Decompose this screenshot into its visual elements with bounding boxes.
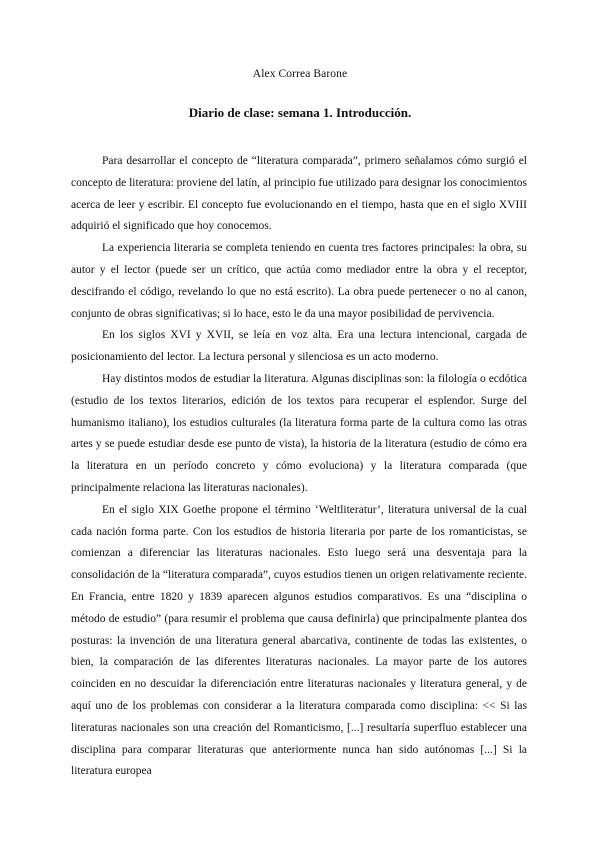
- document-body: [71, 151, 527, 783]
- paragraph: Para desarrollar el concepto de “literatura comparada”, primero señalamos cómo surgió el concepto de literatura: proviene del latín, al principio fue utilizado para designar los conocimientos acerca de leer y escribir. El concepto fue evolucionando en el tiempo, hasta que en el siglo XVIII adquirió el significado que hoy conocemos.: [71, 155, 528, 233]
- paragraph: La experiencia literaria se completa teniendo en cuenta tres factores principales: la obra, su autor y el lector (puede ser un crítico, que actúa como mediador entre la obra y el receptor, descifrando el código, revelando lo que no está escrito). La obra puede pertenecer o no al canon, conjunto de obras significativas; si lo hace, esto le da una mayor posibilidad de pervivencia.: [71, 242, 527, 320]
- author-name: Alex Correa Barone: [252, 68, 348, 80]
- paragraph: Hay distintos modos de estudiar la literatura. Algunas disciplinas son: la filología o ecdótica (estudio de los textos literarios, edición de los textos para recuperar el esplendor. Surge del humanismo italiano), los estudios culturales (la literatura forma parte de la cultura como las otras artes y se puede estudiar desde ese punto de vista), la historia de la literatura (estudio de cómo era la literatura en un período concreto y cómo evoluciona) y la literatura comparada (que principalmente relaciona las literaturas nacionales).: [71, 372, 527, 494]
- paragraph: En los siglos XVI y XVII, se leía en voz alta. Era una lectura intencional, cargada de posicionamiento del lector. La lectura personal y silenciosa es un acto moderno.: [71, 329, 527, 364]
- document-title: Diario de clase: semana 1. Introducción.: [188, 105, 412, 120]
- paragraph: En el siglo XIX Goethe propone el término ‘Weltliteratur’, literatura universal de la cual cada nación forma parte. Con los estudios de historia literaria por parte de los romanticistas, se comienzan a diferenciar las literaturas nacionales. Esto luego será una desventaja para la consolidación de la “literatura comparada”, cuyos estudios tienen un origen relativamente reciente. En Francia, entre 1820 y 1839 aparecen algunos estudios comparativos. Es una “disciplina o método de estudio” (para resumir el problema que causa definirla) que principalmente plantea dos posturas: la invención de una literatura general abarcativa, continente de todas las existentes, o bien, la comparación de las diferentes literaturas nacionales. La mayor parte de los autores coinciden en no descuidar la diferenciación entre literaturas nacionales y literatura general, y de aquí uno de los problemas con considerar a la literatura comparada como disciplina: << Si las literaturas nacionales son una creación del Romanticismo, [...] resultaría superfluo establecer una disciplina para comparar literaturas que anteriormente nunca han sido autónomas [...] Si la literatura europea: [71, 503, 527, 778]
